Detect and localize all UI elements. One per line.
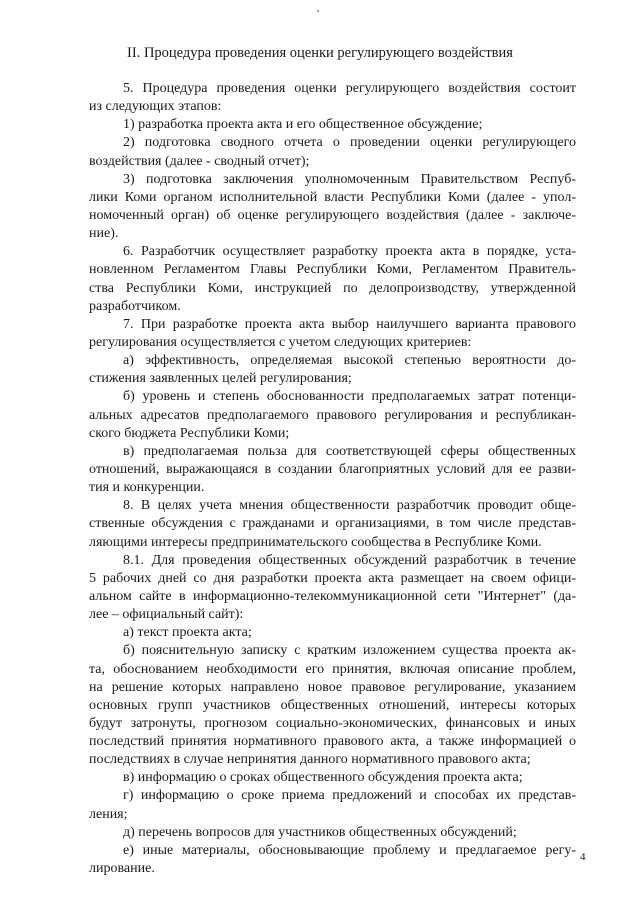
text-line: б) уровень и степень обоснованности предполагаемых затрат потенци-: [123, 389, 576, 405]
text-line: ского бюджета Республики Коми;: [89, 425, 290, 441]
page-number: 4: [580, 851, 586, 863]
text-line: лики Коми органом исполнительной власти Республики Коми (далее - упол-: [89, 189, 576, 205]
text-line: 8.1. Для проведения общественных обсуждений разработчик в течение: [123, 552, 576, 568]
text-line: ления;: [89, 806, 128, 822]
text-line: основных групп участников общественных отношений, интересы которых: [89, 697, 576, 713]
text-line: 5 рабочих дней со дня разработки проекта акта размещает на своем офици-: [89, 570, 576, 586]
text-line: ляющими интересы предпринимательского сообщества в Республике Коми.: [89, 534, 542, 550]
text-line: а) текст проекта акта;: [123, 625, 252, 641]
text-line: в) предполагаемая польза для соответствующей сферы общественных: [123, 443, 576, 459]
text-line: в) информацию о сроках общественного обсуждения проекта акта;: [123, 770, 523, 786]
text-line: регулирования осуществляется с учетом следующих критериев:: [89, 334, 472, 350]
text-line: на решение которых направлено новое правовое регулирование, указанием: [89, 679, 576, 695]
text-line: д) перечень вопросов для участников общественных обсуждений;: [123, 824, 517, 840]
text-line: 6. Разработчик осуществляет разработку проекта акта в порядке, уста-: [123, 244, 576, 260]
text-line: отношений, выражающаяся в создании благоприятных условий для ее разви-: [89, 461, 576, 477]
section-heading: II. Процедура проведения оценки регулирующего воздействия: [127, 45, 513, 61]
text-line: ние).: [89, 226, 119, 242]
text-line: 5. Процедура проведения оценки регулирующего воздействия состоит: [123, 81, 576, 96]
text-line: из следующих этапов:: [89, 99, 222, 115]
text-line: тия и конкуренции.: [89, 480, 205, 496]
text-line: будут затронуты, прогнозом социально-экономических, финансовых и иных: [89, 715, 576, 731]
text-line: стижения заявленных целей регулирования;: [89, 371, 352, 387]
text-line: а) эффективность, определяемая высокой степенью вероятности до-: [123, 353, 576, 369]
text-line: воздействия (далее - сводный отчет);: [89, 153, 310, 169]
text-line: б) пояснительную записку с кратким изложением существа проекта ак-: [123, 643, 576, 659]
text-line: г) информацию о сроке приема предложений и способах их представ-: [123, 788, 576, 804]
text-line: 8. В целях учета мнения общественности разработчик проводит обще-: [123, 498, 576, 514]
text-line: 3) подготовка заключения уполномоченным Правительством Респуб-: [123, 171, 576, 187]
text-line: лее – официальный сайт):: [89, 607, 244, 623]
text-line: лирование.: [89, 861, 155, 877]
text-line: ства Республики Коми, инструкцией по делопроизводству, утвержденной: [89, 280, 576, 296]
text-line: альном сайте в информационно-телекоммуникационной сети "Интернет" (да-: [89, 588, 576, 604]
text-line: ственные обсуждения с гражданами и организациями, в том числе представ-: [89, 516, 576, 532]
text-line: разработчиком.: [89, 298, 181, 314]
text-line: та, обоснованием необходимости его принятия, включая описание проблем,: [89, 661, 576, 677]
text-line: 2) подготовка сводного отчета о проведении оценки регулирующего: [123, 135, 576, 151]
scan-speck: [317, 10, 319, 12]
document-body: [89, 80, 576, 878]
text-line: 7. При разработке проекта акта выбор наилучшего варианта правового: [123, 316, 576, 332]
text-line: номоченный орган) об оценке регулирующего воздействия (далее - заключе-: [89, 207, 576, 223]
text-line: новленном Регламентом Главы Республики Коми, Регламентом Правитель-: [89, 262, 576, 278]
text-line: е) иные материалы, обосновывающие проблему и предлагаемое регу-: [123, 842, 576, 858]
text-line: последствий принятия нормативного правового акта, а также информацией о: [89, 734, 576, 750]
text-line: 1) разработка проекта акта и его общественное обсуждение;: [123, 117, 483, 133]
text-line: альных адресатов предполагаемого правового регулирования и республикан-: [89, 407, 576, 423]
text-line: последствиях в случае непринятия данного нормативного правового акта;: [89, 752, 531, 768]
